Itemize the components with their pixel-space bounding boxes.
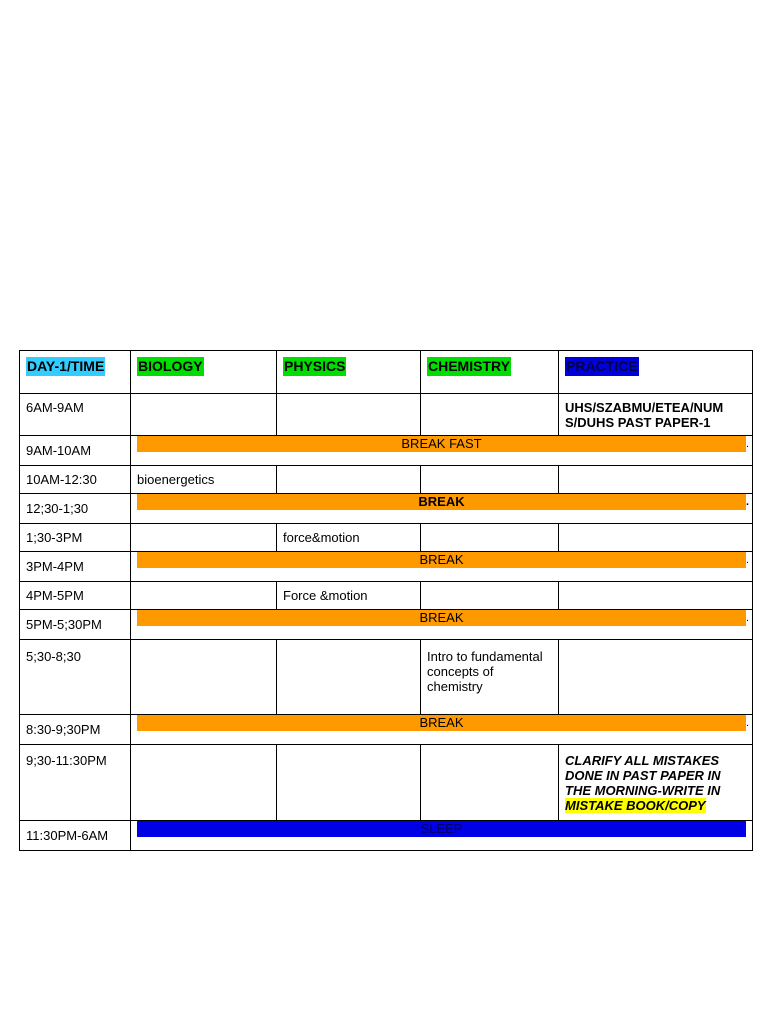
schedule-row — [20, 394, 753, 436]
time-cell: 12;30-1;30 — [20, 494, 131, 524]
header-time-cell — [20, 351, 131, 394]
break-bar — [137, 552, 749, 568]
bar-cell — [131, 821, 753, 851]
bar-dot: . — [745, 496, 749, 508]
time-cell: 1;30-3PM — [20, 524, 131, 552]
bar-cell — [131, 610, 753, 640]
bar-label: SLEEP — [420, 821, 463, 836]
bar-label: BREAK — [419, 552, 464, 567]
physics-cell — [277, 466, 421, 494]
practice-cell — [559, 524, 753, 552]
schedule-row — [20, 640, 753, 715]
sleep-bar — [137, 821, 746, 837]
schedule-row — [20, 466, 753, 494]
bar-dot: . — [745, 717, 749, 729]
bar-label: BREAK — [419, 610, 464, 625]
schedule-row — [20, 582, 753, 610]
biology-cell — [131, 640, 277, 715]
practice-cell: UHS/SZABMU/ETEA/NUM S/DUHS PAST PAPER-1 — [559, 394, 753, 436]
physics-cell: Force &motion — [277, 582, 421, 610]
chemistry-cell — [421, 394, 559, 436]
practice-cell — [559, 745, 753, 821]
time-cell: 5;30-8;30 — [20, 640, 131, 715]
chemistry-cell — [421, 582, 559, 610]
time-cell: 3PM-4PM — [20, 552, 131, 582]
bar-cell — [131, 715, 753, 745]
break-row — [20, 610, 753, 640]
physics-cell — [277, 394, 421, 436]
practice-cell — [559, 640, 753, 715]
sleep-row — [20, 821, 753, 851]
timetable — [19, 350, 753, 851]
bar-cell — [131, 552, 753, 582]
header-chemistry-cell — [421, 351, 559, 394]
header-biology-cell — [131, 351, 277, 394]
header-physics-cell — [277, 351, 421, 394]
time-cell: 9AM-10AM — [20, 436, 131, 466]
practice-cell — [559, 466, 753, 494]
biology-cell — [131, 394, 277, 436]
biology-cell — [131, 582, 277, 610]
bar-dot: . — [745, 554, 749, 566]
chemistry-cell — [421, 745, 559, 821]
practice-highlight: MISTAKE BOOK/COPY — [565, 798, 706, 813]
chemistry-cell — [421, 524, 559, 552]
time-cell: 11:30PM-6AM — [20, 821, 131, 851]
time-cell: 6AM-9AM — [20, 394, 131, 436]
bar-label: BREAK FAST — [401, 436, 482, 451]
schedule-row — [20, 745, 753, 821]
biology-cell — [131, 524, 277, 552]
time-cell: 8:30-9;30PM — [20, 715, 131, 745]
physics-cell — [277, 640, 421, 715]
header-practice: PRACTICE — [566, 358, 638, 374]
break-row — [20, 494, 753, 524]
header-chemistry: CHEMISTRY — [428, 358, 510, 374]
break-row — [20, 436, 753, 466]
break-row — [20, 552, 753, 582]
practice-instruction: CLARIFY ALL MISTAKES DONE IN PAST PAPER IN THE MORNING-WRITE IN — [565, 753, 721, 798]
biology-cell: bioenergetics — [131, 466, 277, 494]
header-biology: BIOLOGY — [138, 358, 203, 374]
break-bar — [137, 715, 749, 731]
time-cell: 4PM-5PM — [20, 582, 131, 610]
chemistry-cell: Intro to fundamental concepts of chemistry — [421, 640, 559, 715]
physics-cell: force&motion — [277, 524, 421, 552]
header-time: DAY-1/TIME — [27, 358, 105, 374]
break-bar — [137, 610, 749, 626]
bar-dot: . — [745, 438, 749, 450]
chemistry-cell — [421, 466, 559, 494]
bar-label: BREAK — [419, 715, 464, 730]
bar-dot: . — [745, 612, 749, 624]
practice-cell — [559, 582, 753, 610]
bar-cell — [131, 494, 753, 524]
bar-label: BREAK — [418, 494, 465, 509]
schedule-row — [20, 524, 753, 552]
time-cell: 5PM-5;30PM — [20, 610, 131, 640]
physics-cell — [277, 745, 421, 821]
biology-cell — [131, 745, 277, 821]
time-cell: 9;30-11:30PM — [20, 745, 131, 821]
bar-cell — [131, 436, 753, 466]
break-bar — [137, 494, 749, 510]
break-row — [20, 715, 753, 745]
header-row — [20, 351, 753, 394]
time-cell: 10AM-12:30 — [20, 466, 131, 494]
header-physics: PHYSICS — [284, 358, 346, 374]
breakfast-bar — [137, 436, 749, 452]
header-practice-cell — [559, 351, 753, 394]
